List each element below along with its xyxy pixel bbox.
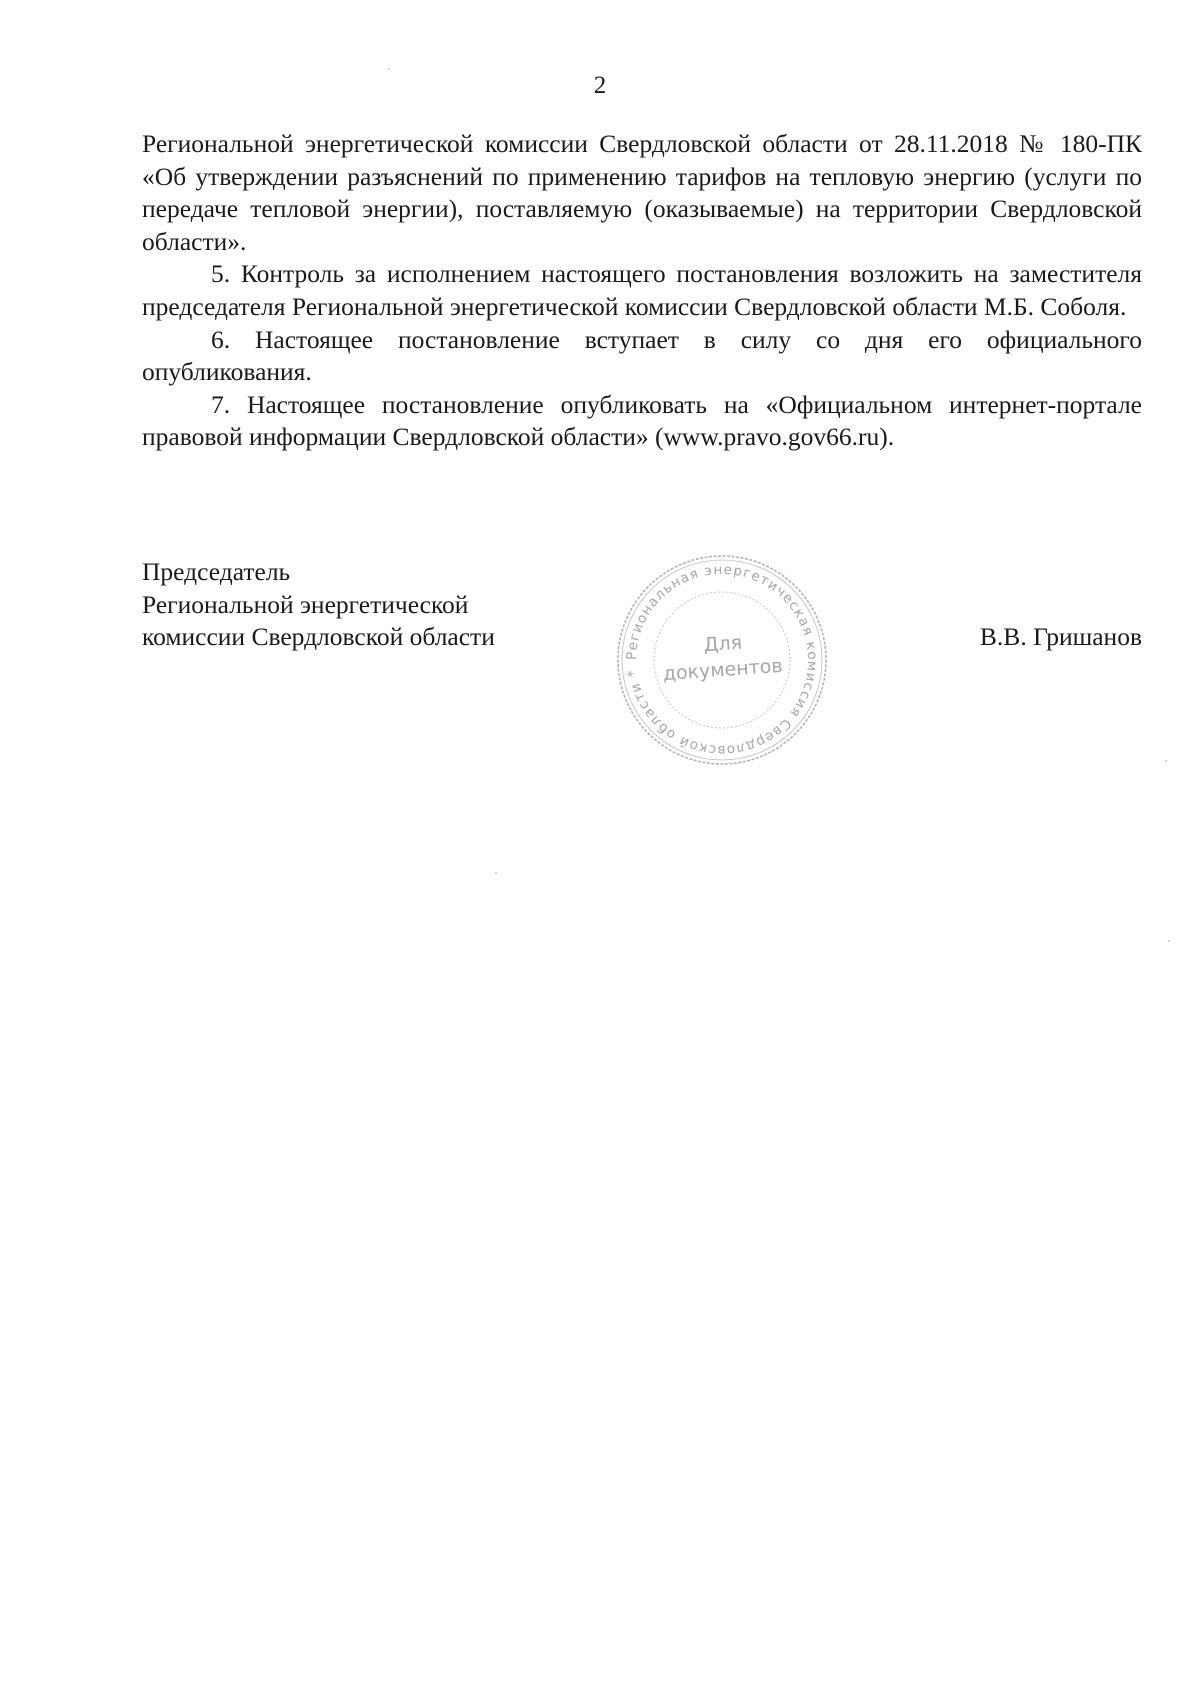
paragraph-item-7: 7. Настоящее постановление опубликовать на «Официальном интернет-портале правовой информации Свердловской области» (www.pravo.gov66.ru). — [142, 389, 1142, 452]
document-body — [142, 128, 1142, 454]
seal-ring-text: Региональная энергетическая комиссия Свердловской области * — [623, 561, 821, 759]
signer-position-line-2: Региональной энергетической — [142, 589, 469, 619]
paragraph-continuation: Региональной энергетической комиссии Свердловской области от 28.11.2018 № 180-ПК «Об утверждении разъяснений по применению тарифов на тепловую энергию (услуги по передаче тепловой энергии), поставляемую (оказываемые) на территории Свердловской области». — [142, 129, 1142, 256]
seal-center-line-1: Для — [702, 631, 743, 657]
signer-position-line-1: Председатель — [142, 557, 291, 586]
seal-center-line-2: документов — [662, 654, 784, 686]
signature-block — [142, 556, 495, 654]
official-seal — [612, 550, 832, 770]
seal-graphic — [612, 550, 832, 770]
scan-speck — [1168, 940, 1170, 942]
page-number: 2 — [593, 72, 607, 99]
scan-speck — [495, 872, 497, 874]
signer-name: В.В. Гришанов — [979, 622, 1142, 651]
scan-speck — [388, 68, 390, 70]
paragraph-item-6: 6. Настоящее постановление вступает в силу со дня его официального опубликования. — [142, 324, 1142, 387]
paragraph-item-5: 5. Контроль за исполнением настоящего постановления возложить на заместителя председателя Региональной энергетической комиссии Свердловской области М.Б. Соболя. — [142, 259, 1142, 321]
signer-position-line-3: комиссии Свердловской области — [142, 622, 495, 652]
scan-speck — [1165, 760, 1167, 762]
